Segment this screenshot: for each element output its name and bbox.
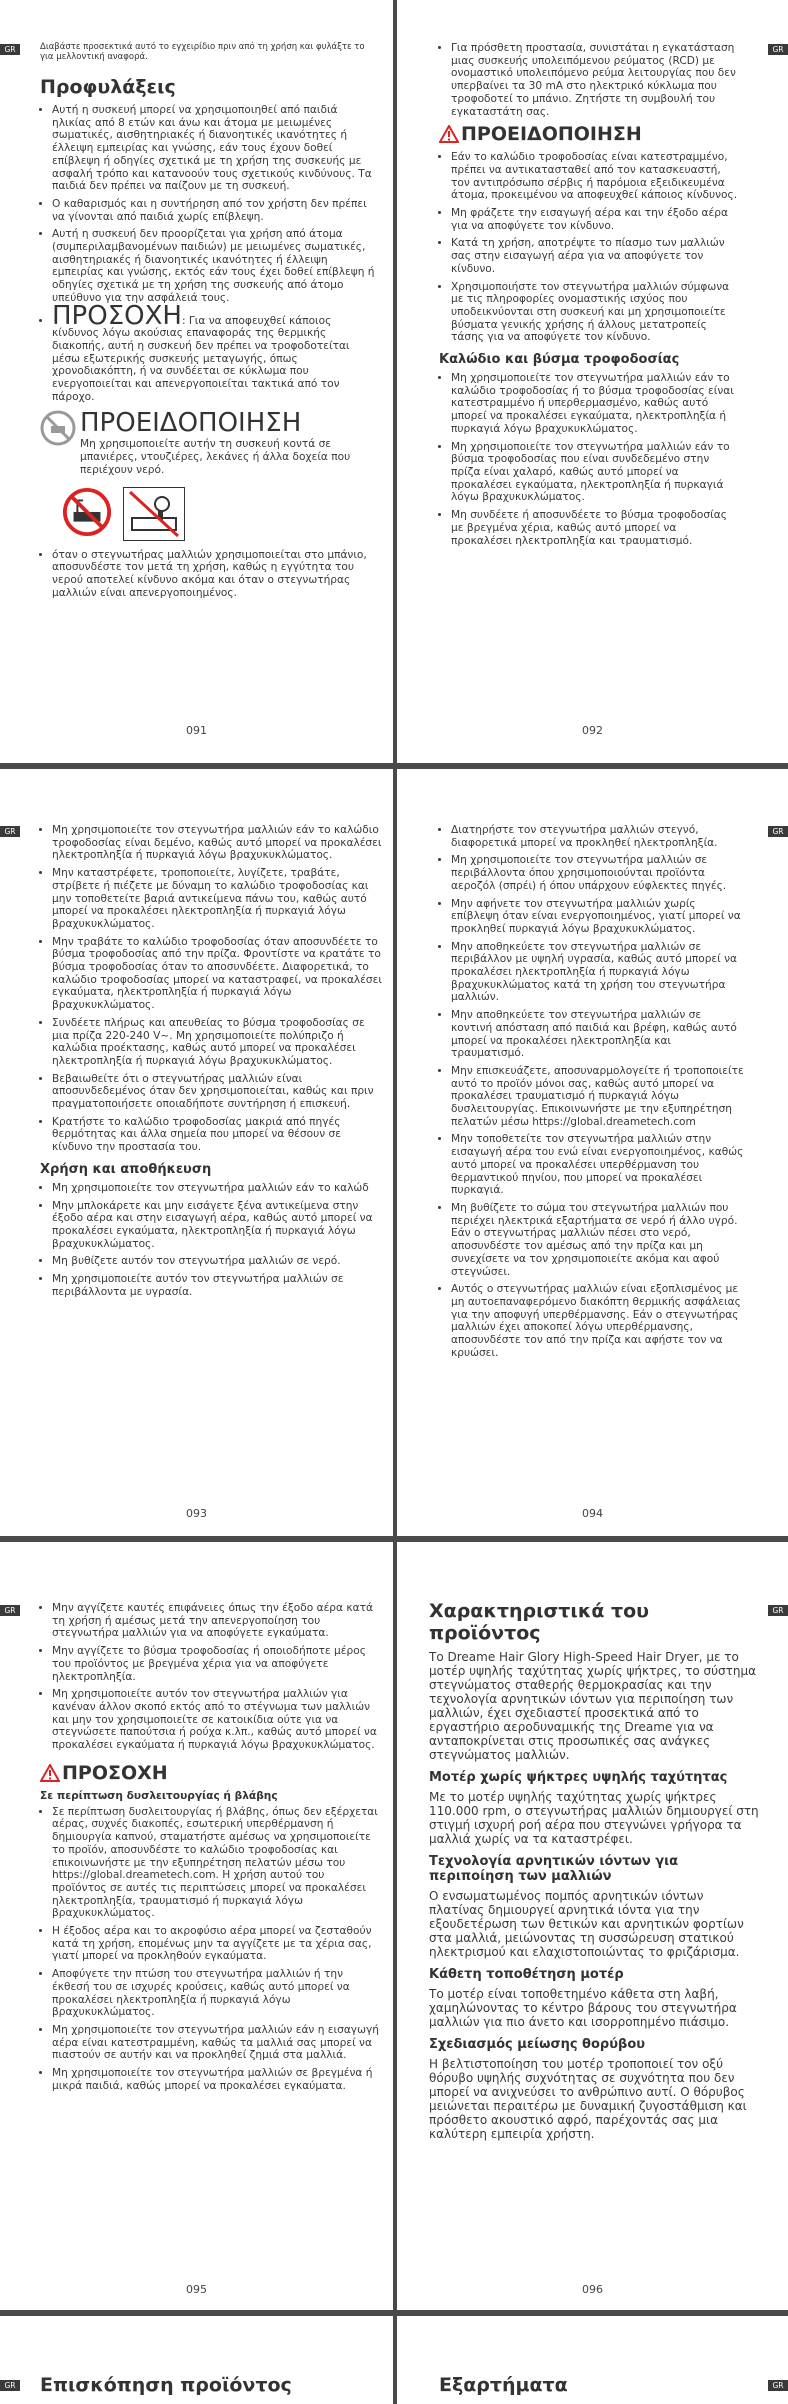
list-item: • Μην αφήνετε τον στεγνωτήρα μαλλιών χωρίς επίβλεψη όταν είναι ενεργοποιημένος, γιατί μπορεί να προκληθεί πυρκαγιά λόγω βραχυκυκλώματος. — [451, 898, 745, 936]
use-list-continued — [40, 1602, 382, 1752]
page-number: 092 — [582, 724, 603, 737]
list-item: • Για πρόσθετη προστασία, συνιστάται η εγκατάσταση μιας συσκευής υπολειπόμενου ρεύματος (RCD) με ονομαστικό υπολειπόμενο ρεύμα λειτουργίας που δεν υπερβαίνει τα 30 mA στο ηλεκτρικό κύκλωμα που τροφοδοτεί το μπάνιο. Ζητήστε τη συμβουλή του εγκαταστάτη σας. — [451, 42, 739, 118]
feature-heading: Κάθετη τοποθέτηση μοτέρ — [429, 1967, 624, 1982]
feature-heading: Μοτέρ χωρίς ψήκτρες υψηλής ταχύτητας — [429, 1770, 728, 1785]
list-item: • Μη βυθίζετε αυτόν τον στεγνωτήρα μαλλιών σε νερό. — [52, 1255, 382, 1268]
bathroom-list — [40, 549, 380, 600]
caution-text: : Για να αποφευχθεί κάποιος κίνδυνος λόγω ακούσιας επαναφοράς της θερμικής διακοπής, αυτή η συσκευή δεν πρέπει να τροφοδοτείται μέσω εξωτερικής συσκευής μεταγωγής, όπως χρονοδιακόπτη, ή να συνδέεται σε κύκλωμα που ενεργοποιείται και απενεργοποιείται τακτικά από τον πάροχο. — [52, 314, 350, 403]
list-item: • Μη χρησιμοποιείτε τον στεγνωτήρα μαλλιών εάν το βύσμα τροφοδοσίας που είναι συνδεδεμένο στην πρίζα είναι χαλαρό, καθώς αυτό μπορεί να προκαλέσει εγκαύματα, ηλεκτροπληξία ή πυρκαγιά λόγω βραχυκυκλώματος. — [451, 441, 739, 505]
page-095 — [0, 1542, 393, 2310]
warning-triangle-icon — [439, 125, 459, 143]
caution-word: ΠΡΟΣΟΧΗ — [52, 300, 182, 331]
list-item: • Μη χρησιμοποιείτε τον στεγνωτήρα μαλλιών εάν η εισαγωγή αέρα είναι κατεστραμμένη, καθώς τα μαλλιά σας μπορεί να πιαστούν σε αυτήν και να προκληθεί ζημιά στα μαλλιά. — [52, 2024, 382, 2062]
list-item: • Μην τοποθετείτε τον στεγνωτήρα μαλλιών στην εισαγωγή αέρα του ενώ είναι ενεργοποιημένος, καθώς αυτό μπορεί να προκαλέσει υπερθέρμανση του θερμαντικού πηνίου, που μπορεί να προκαλέσει πυρκαγιά. — [451, 1133, 745, 1197]
no-bath-icon — [40, 410, 76, 446]
caution-title: ΠΡΟΣΟΧΗ — [62, 1761, 168, 1784]
list-item: • Αποφύγετε την πτώση του στεγνωτήρα μαλλιών ή την έκθεσή του σε ισχυρές κρούσεις, καθώς αυτό μπορεί να προκαλέσει ηλεκτροπληξία ή πυρκαγιά λόγω βραχυκυκλώματος. — [52, 1968, 382, 2019]
page-092 — [397, 0, 788, 763]
list-item: • Μη χρησιμοποιείτε αυτόν τον στεγνωτήρα μαλλιών σε περιβάλλοντα με υγρασία. — [52, 1273, 382, 1298]
page-096 — [397, 1542, 788, 2310]
list-item: • Μη χρησιμοποιείτε τον στεγνωτήρα μαλλιών σε βρεγμένα ή μικρά παιδιά, καθώς μπορεί να προκαλέσει εγκαύματα. — [52, 2067, 382, 2092]
language-tag: GR — [768, 1605, 788, 1616]
list-item: • Χρησιμοποιήστε τον στεγνωτήρα μαλλιών σύμφωνα με τις πληροφορίες ονομαστικής ισχύος που υποδεικνύονται στη συσκευή και μη χρησιμοποιείτε βύσματα γενικής χρήσης ή άλλους μετατροπείς τάσης για να αποφύγετε τον κίνδυνο. — [451, 281, 739, 345]
list-item: • Μην αποθηκεύετε τον στεγνωτήρα μαλλιών σε κοντινή απόσταση από παιδιά και βρέφη, καθώς αυτό μπορεί να προκαλέσει ηλεκτροπληξία και τραυματισμό. — [451, 1009, 745, 1060]
precautions-list — [40, 104, 380, 403]
warning-word: ΠΡΟΕΙΔΟΠΟΙΗΣΗ — [80, 408, 302, 439]
list-item: • Συνδέετε πλήρως και απευθείας το βύσμα τροφοδοσίας σε μια πρίζα 220-240 V~. Μη χρησιμοποιείτε πολύπριζο ή καλώδια προέκτασης, καθώς αυτό μπορεί να προκαλέσει ηλεκτροπληξία ή πυρκαγιά λόγω βραχυκυκλώματος. — [52, 1017, 382, 1068]
page-title: Προφυλάξεις — [40, 76, 176, 98]
language-tag: GR — [0, 1605, 20, 1616]
page-091 — [0, 0, 393, 763]
cord-list-continued — [40, 824, 382, 1154]
language-tag: GR — [768, 44, 788, 55]
list-item: • όταν ο στεγνωτήρας μαλλιών χρησιμοποιείται στο μπάνιο, αποσυνδέστε τον μετά τη χρήση, καθώς η εγγύτητα του νερού αποτελεί κίνδυνο ακόμα και όταν ο στεγνωτήρας μαλλιών είναι απενεργοποιημένος. — [52, 549, 380, 600]
warning-pictograms — [62, 487, 380, 543]
page-title: Επισκόπηση προϊόντος — [40, 2374, 292, 2396]
warning-list — [439, 151, 739, 344]
page-094 — [397, 769, 788, 1536]
intro-text: Διαβάστε προσεκτικά αυτό το εγχειρίδιο πριν από τη χρήση και φυλάξτε το για μελλοντική αναφορά. — [40, 42, 365, 62]
warning-block — [40, 408, 380, 476]
features-intro: Το Dreame Hair Glory High-Speed Hair Dryer, με το μοτέρ υψηλής ταχύτητας χωρίς ψήκτρες, το σύστημα στεγνώματος σταθερής θερμοκρασίας και την τεχνολογία αρνητικών ιόντων για περιποίηση των μαλλιών, έχει σχεδιαστεί προσεκτικά από το εργαστήριο αεροδυναμικής της Dreame για να ανταποκρίνεται στις προσωπικές σας ανάγκες στεγνώματος μαλλιών. — [429, 1650, 756, 1762]
page-097 — [0, 2316, 393, 2404]
language-tag: GR — [768, 2380, 788, 2391]
list-item: • Μην αποθηκεύετε τον στεγνωτήρα μαλλιών σε περιβάλλον με υψηλή υγρασία, καθώς αυτό μπορεί να προκαλέσει ηλεκτροπληξία ή πυρκαγιά λόγω βραχυκυκλώματος κατά τη χρήση του στεγνωτήρα μαλλιών. — [451, 941, 745, 1005]
list-item: • Μη βυθίζετε το σώμα του στεγνωτήρα μαλλιών που περιέχει ηλεκτρικά εξαρτήματα σε νερό ή άλλο υγρό. Εάν ο στεγνωτήρας μαλλιών πέσει στο νερό, αποσυνδέστε τον αμέσως από την πρίζα και μη συνεχίσετε να τον χρησιμοποιείτε ακόμα και αφού στεγνώσει. — [451, 1202, 745, 1278]
caution-item — [52, 300, 380, 404]
list-item: • Κρατήστε το καλώδιο τροφοδοσίας μακριά από πηγές θερμότητας και άλλα σημεία που μπορεί να θέσουν σε κίνδυνο την προστασία του. — [52, 1116, 382, 1154]
page-number: 093 — [186, 1507, 207, 1520]
hairdryer-bath-pictogram-icon — [123, 487, 185, 541]
list-item: • Μη χρησιμοποιείτε τον στεγνωτήρα μαλλιών σε περιβάλλοντα όπου χρησιμοποιούνται προϊόντα αεροζόλ (σπρέι) ή όπου υπάρχουν εύφλεκτες πηγές. — [451, 854, 745, 892]
feature-text: Ο ενσωματωμένος πομπός αρνητικών ιόντων πλατίνας δημιουργεί αρνητικά ιόντα για την εξουδετέρωση των θετικών και αρνητικών φορτίων στα μαλλιά, μειώνοντας τη συσσώρευση στατικού ηλεκτρισμού και ελαχιστοποιώντας το φριζάρισμα. — [429, 1889, 744, 1959]
page-number: 094 — [582, 1507, 603, 1520]
page-title: Χαρακτηριστικά του προϊόντος — [429, 1600, 650, 1644]
feature-text: Με το μοτέρ υψηλής ταχύτητας χωρίς ψήκτρες 110.000 rpm, ο στεγνωτήρας μαλλιών δημιουργεί στη στιγμή ισχυρή ροή αέρα που στεγνώνει γρήγορα τα μαλλιά χωρίς να τα καταστρέφει. — [429, 1790, 759, 1846]
list-item: • Μη χρησιμοποιείτε αυτόν τον στεγνωτήρα μαλλιών για κανέναν άλλον σκοπό εκτός από το στέγνωμα των μαλλιών και μην τον χρησιμοποιείτε σε κατοικίδια ούτε για να στεγνώσετε παπούτσια ή ρούχα κ.λπ., καθώς αυτό μπορεί να προκαλέσει εγκαύματα ή πυρκαγιά λόγω βραχυκυκλώματος. — [52, 1688, 382, 1752]
list-item: • Κατά τη χρήση, αποτρέψτε το πίασμο των μαλλιών σας στην εισαγωγή αέρα για να αποφύγετε τον κίνδυνο. — [451, 237, 739, 275]
section-subtitle: Καλώδιο και βύσμα τροφοδοσίας — [439, 352, 680, 368]
list-item: • Μη συνδέετε ή αποσυνδέετε το βύσμα τροφοδοσίας με βρεγμένα χέρια, καθώς αυτό μπορεί να προκαλέσει ηλεκτροπληξία και τραυματισμό. — [451, 509, 739, 547]
feature-text: Η βελτιστοποίηση του μοτέρ τροποποιεί τον οξύ θόρυβο υψηλής συχνότητας σε συχνότητα που δεν μπορεί να ανιχνεύσει το ανθρώπινο αυτί. Ο θόρυβος μειώνεται περαιτέρω με δυναμική ζυγοστάθμιση και πρόσθετο ακουστικό αφρό, παρέχοντάς σας μια καλύτερη εμπειρία χρήστη. — [429, 2057, 747, 2141]
list-item: • Αυτή η συσκευή δεν προορίζεται για χρήση από άτομα (συμπεριλαμβανομένων παιδιών) με μειωμένες σωματικές, αισθητηριακές ή διανοητικές ικανότητες ή έλλειψη εμπειρίας και γνώσης, εκτός εάν τους έχει δοθεί επίβλεψη ή οδηγίες σχετικά με τη χρήση της συσκευής από άτομο υπεύθυνο για την ασφάλειά τους. — [52, 228, 380, 304]
page-number: 095 — [186, 2283, 207, 2296]
list-item: • Μην αγγίζετε καυτές επιφάνειες όπως την έξοδο αέρα κατά τη χρήση ή αμέσως μετά την απενεργοποίηση του στεγνωτήρα μαλλιών για να αποφύγετε εγκαύματα. — [52, 1602, 382, 1640]
feature-heading: Σχεδιασμός μείωσης θορύβου — [429, 2037, 646, 2052]
list-item: • Ο καθαρισμός και η συντήρηση από τον χρήστη δεν πρέπει να γίνονται από παιδιά χωρίς επίβλεψη. — [52, 198, 380, 223]
malfunction-subhead: Σε περίπτωση δυσλειτουργίας ή βλάβης — [40, 1789, 278, 1802]
list-item: • Μη φράζετε την εισαγωγή αέρα και την έξοδο αέρα για να αποφύγετε τον κίνδυνο. — [451, 207, 739, 232]
feature-heading: Τεχνολογία αρνητικών ιόντων για περιποίηση των μαλλιών — [429, 1854, 679, 1884]
list-item: • Μη χρησιμοποιείτε τον στεγνωτήρα μαλλιών εάν το καλώδ — [52, 1182, 382, 1195]
page-098 — [397, 2316, 788, 2404]
list-item: • Μη χρησιμοποιείτε τον στεγνωτήρα μαλλιών εάν το καλώδιο τροφοδοσίας ή το βύσμα τροφοδοσίας είναι κατεστραμμένο ή υπερθερμασμένο, καθώς αυτό μπορεί να προκαλέσει εγκαύματα, ηλεκτροπληξία ή πυρκαγιά λόγω βραχυκυκλώματος. — [451, 372, 739, 436]
warning-triangle-icon — [40, 1764, 60, 1782]
feature-text: Το μοτέρ είναι τοποθετημένο κάθετα στη λαβή, χαμηλώνοντας το κέντρο βάρους του στεγνωτήρα μαλλιών για πιο άνετο και ισορροπημένο πιάσιμο. — [429, 1987, 737, 2029]
rcd-list — [439, 42, 739, 118]
language-tag: GR — [0, 826, 20, 837]
list-item: • Η έξοδος αέρα και το ακροφύσιο αέρα μπορεί να ζεσταθούν κατά τη χρήση, επομένως μην τα αγγίζετε με τα χέρια σας, γιατί μπορεί να προκληθούν εγκαύματα. — [52, 1925, 382, 1963]
warning-text: Μη χρησιμοποιείτε αυτήν τη συσκευή κοντά σε μπανιέρες, ντουζιέρες, λεκάνες ή άλλα δοχεία που περιέχουν νερό. — [80, 438, 351, 476]
list-item: • Σε περίπτωση δυσλειτουργίας ή βλάβης, όπως δεν εξέρχεται αέρας, συχνές διακοπές, εσωτερική υπερθέρμανση ή δημιουργία καπνού, σταματήστε αμέσως να χρησιμοποιείτε το προϊόν, αποσυνδέστε το καλώδιο τροφοδοσίας και επικοινωνήστε με την εξυπηρέτηση πελατών μέσω του https://global.dreametech.com. Η χρήση αυτού του προϊόντος σε αυτές τις περιπτώσεις μπορεί να προκαλέσει ηλεκτροπληξία, τραυματισμό ή πυρκαγιά λόγω βραχυκυκλώματος. — [52, 1806, 382, 1920]
warning-heading — [439, 123, 739, 145]
page-number: 096 — [582, 2283, 603, 2296]
use-storage-list-continued — [439, 824, 745, 1359]
list-item: • Εάν το καλώδιο τροφοδοσίας είναι κατεστραμμένο, πρέπει να αντικατασταθεί από τον κατασκευαστή, τον αντιπρόσωπο σέρβις ή παρόμοια εξειδικευμένα άτομα, προκειμένου να αποφευχθεί κάποιος κίνδυνος. — [451, 151, 739, 202]
list-item: • Βεβαιωθείτε ότι ο στεγνωτήρας μαλλιών είναι αποσυνδεδεμένος όταν δεν χρησιμοποιείται, καθώς και πριν πραγματοποιήσετε οποιαδήποτε συντήρηση ή επισκευή. — [52, 1073, 382, 1111]
list-item: • Μην καταστρέφετε, τροποποιείτε, λυγίζετε, τραβάτε, στρίβετε ή πιέζετε με δύναμη το καλώδιο τροφοδοσίας και μην τοποθετείτε βαριά αντικείμενα πάνω του, καθώς αυτό μπορεί να προκαλέσει ηλεκτροπληξία ή πυρκαγιά λόγω βραχυκυκλώματος. — [52, 867, 382, 931]
caution-heading — [40, 1762, 382, 1784]
language-tag: GR — [0, 2380, 20, 2391]
warning-title: ΠΡΟΕΙΔΟΠΟΙΗΣΗ — [461, 123, 642, 146]
malfunction-list — [40, 1806, 382, 2093]
section-subtitle: Χρήση και αποθήκευση — [40, 1161, 212, 1177]
list-item: • Μην αγγίζετε το βύσμα τροφοδοσίας ή οποιοδήποτε μέρος του προϊόντος με βρεγμένα χέρια για να αποφύγετε ηλεκτροπληξία. — [52, 1645, 382, 1683]
no-bathtub-pictogram-icon — [62, 487, 112, 537]
list-item: • Αυτός ο στεγνωτήρας μαλλιών είναι εξοπλισμένος με μη αυτοεπαναφερόμενο διακόπτη θερμικής ασφάλειας για την αποφυγή υπερθέρμανσης. Εάν ο στεγνωτήρας μαλλιών έχει αποκοπεί λόγω υπερθέρμανσης, αποσυνδέστε τον από την πρίζα και αφήστε τον να κρυώσει. — [451, 1283, 745, 1359]
page-title: Εξαρτήματα — [439, 2374, 568, 2396]
language-tag: GR — [768, 826, 788, 837]
list-item: • Μην επισκευάζετε, αποσυναρμολογείτε ή τροποποιείτε αυτό το προϊόν μόνοι σας, καθώς αυτό μπορεί να προκαλέσει τραυματισμό ή πυρκαγιά λόγω δυσλειτουργίας. Επικοινωνήστε με την εξυπηρέτηση πελατών μέσω https://global.dreametech.com — [451, 1065, 745, 1129]
list-item: • Αυτή η συσκευή μπορεί να χρησιμοποιηθεί από παιδιά ηλικίας από 8 ετών και άνω και άτομα με μειωμένες σωματικές, αισθητηριακές ή διανοητικές ικανότητες ή έλλειψη εμπειρίας και γνώσης, εάν τους έχουν δοθεί επίβλεψη ή οδηγίες σχετικά με τη χρήση της συσκευής με ασφαλή τρόπο και κατανοούν τους σχετικούς κινδύνους. Τα παιδιά δεν πρέπει να παίζουν με τη συσκευή. — [52, 104, 380, 193]
list-item: • Μη χρησιμοποιείτε τον στεγνωτήρα μαλλιών εάν το καλώδιο τροφοδοσίας είναι δεμένο, καθώς αυτό μπορεί να προκαλέσει ηλεκτροπληξία ή πυρκαγιά λόγω βραχυκυκλώματος. — [52, 824, 382, 862]
cord-list — [439, 372, 739, 547]
list-item: • Μην τραβάτε το καλώδιο τροφοδοσίας όταν αποσυνδέετε το βύσμα τροφοδοσίας από την πρίζα. Φροντίστε να κρατάτε το βύσμα τροφοδοσίας όταν το αποσυνδέετε. Διαφορετικά, το καλώδιο τροφοδοσίας μπορεί να καταστραφεί, να προκαλέσει εγκαύματα, ηλεκτροπληξία ή πυρκαγιά λόγω βραχυκυκλώματος. — [52, 936, 382, 1012]
page-number: 091 — [186, 724, 207, 737]
page-093 — [0, 769, 393, 1536]
list-item: • Διατηρήστε τον στεγνωτήρα μαλλιών στεγνό, διαφορετικά μπορεί να προκληθεί ηλεκτροπληξία. — [451, 824, 745, 849]
use-storage-list — [40, 1182, 382, 1299]
list-item: • Μην μπλοκάρετε και μην εισάγετε ξένα αντικείμενα στην έξοδο αέρα και στην εισαγωγή αέρα, καθώς αυτό μπορεί να προκαλέσει εγκαύματα, ηλεκτροπληξία ή πυρκαγιά λόγω βραχυκυκλώματος. — [52, 1200, 382, 1251]
language-tag: GR — [0, 44, 20, 55]
